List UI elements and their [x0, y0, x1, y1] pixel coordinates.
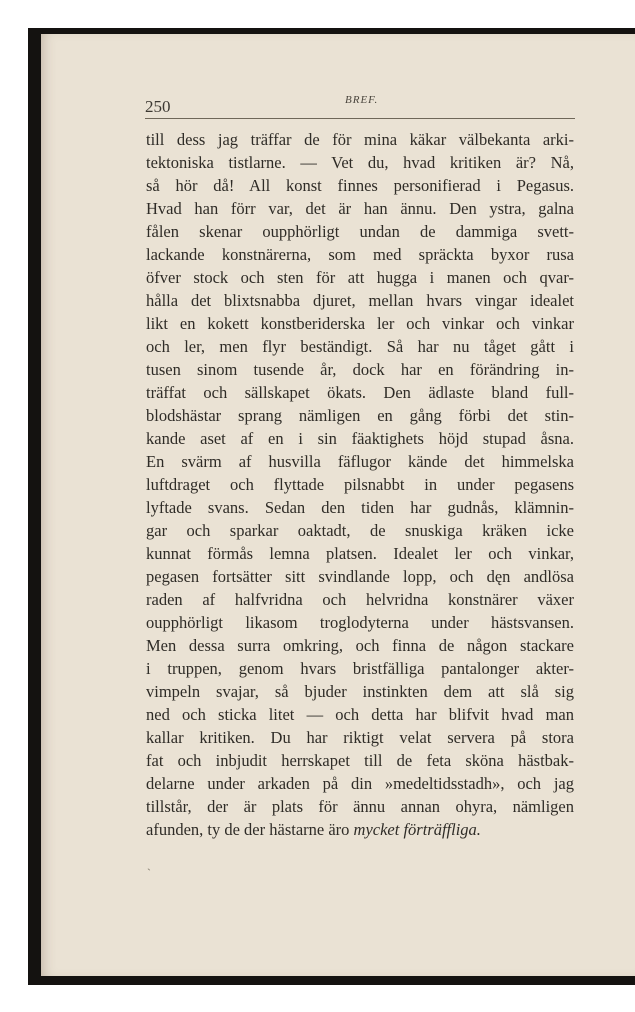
text-line: ned och sticka litet — och detta har blifvit hvad man — [146, 705, 574, 724]
italic-emphasis: mycket förträffliga. — [353, 820, 481, 839]
text-line: tusen sinom tusende år, dock har en förändring in- — [146, 360, 574, 379]
text-line: vimpeln svajar, så bjuder instinkten dem att slå sig — [146, 682, 574, 701]
text-line: kallar kritiken. Du har riktigt velat servera på stora — [146, 728, 574, 747]
text-line: delarne under arkaden på din »medeltidsstadh», och jag — [146, 774, 574, 793]
text-line: blodshästar sprang nämligen en gång förbi det stin- — [146, 406, 574, 425]
text-line: öfver stock och sten för att hugga i manen och qvar- — [146, 268, 574, 287]
text-line: fat och inbjudit herrskapet till de feta sköna hästbak- — [146, 751, 574, 770]
text-line: Hvad han förr var, det är han ännu. Den ystra, galna — [146, 199, 574, 218]
text-line: raden af halfvridna och helvridna konstnärer växer — [146, 590, 574, 609]
text-line: kande aset af en i sin fäaktighets höjd stupad åsna. — [146, 429, 574, 448]
text-line: Men dessa surra omkring, och finna de någon stackare — [146, 636, 574, 655]
text-line: träffat och sällskapet ökats. Den ädlaste bland full- — [146, 383, 574, 402]
text-line: En svärm af husvilla fäflugor kände det himmelska — [146, 452, 574, 471]
text-line: luftdraget och flyttade pilsnabbt in under pegasens — [146, 475, 574, 494]
text-line: pegasen fortsätter sitt svindlande lopp, och dęn andlösa — [146, 567, 574, 586]
text-line: så hör då! All konst finnes personifierad i Pegasus. — [146, 176, 574, 195]
text-line: till dess jag träffar de för mina käkar välbekanta arki- — [146, 130, 574, 149]
text-line: kunnat förmås lemna platsen. Idealet ler och vinkar, — [146, 544, 574, 563]
running-head: BREF. — [345, 94, 379, 106]
text-line: lyftade svans. Sedan den tiden har gudnås, klämnin- — [146, 498, 574, 517]
text-line: tillstår, der är plats för ännu annan ohyra, nämligen — [146, 797, 574, 816]
text-line: tektoniska tistlarne. — Vet du, hvad kritiken är? Nå, — [146, 153, 574, 172]
text-line: likt en kokett konstberiderska ler och vinkar och vinkar — [146, 314, 574, 333]
text-line: fålen skenar oupphörligt undan de dammiga svett- — [146, 222, 574, 241]
text-line: lackande konstnärerna, som med spräckta byxor rusa — [146, 245, 574, 264]
text-line: oupphörligt likasom troglodyterna under hästsvansen. — [146, 613, 574, 632]
last-line-text: afunden, ty de der hästarne äro — [146, 820, 354, 839]
page-header — [145, 94, 575, 119]
page-number: 250 — [145, 97, 171, 116]
text-line-last — [146, 818, 574, 841]
body-text — [146, 128, 574, 841]
text-line: och ler, men flyr beständigt. Så har nu tåget gått i — [146, 337, 574, 356]
stray-mark: ˋ — [147, 866, 151, 880]
text-line: hålla det blixtsnabba djuret, mellan hvars vingar idealet — [146, 291, 574, 310]
text-line: gar och sparkar oaktadt, de snuskiga kräken icke — [146, 521, 574, 540]
text-line: i truppen, genom hvars bristfälliga pantalonger akter- — [146, 659, 574, 678]
